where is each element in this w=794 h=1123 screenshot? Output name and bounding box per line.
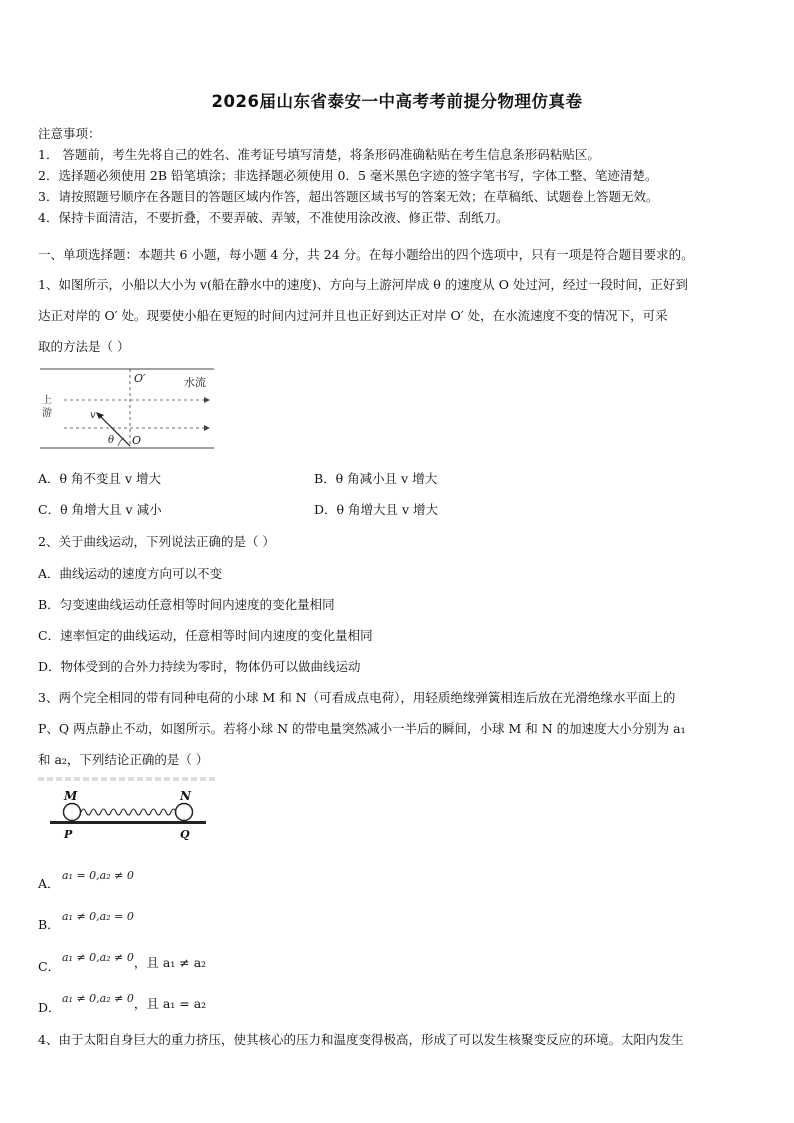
upstream-label-1: 上 (42, 395, 52, 406)
section-heading: 一、单项选择题：本题共 6 小题，每小题 4 分，共 24 分。在每小题给出的四个选项中，只有一项是符合题目要求的。 (38, 247, 694, 262)
question-3-option-d (38, 992, 207, 1016)
question-1-option-b: B．θ 角减小且 v 增大 (314, 471, 438, 486)
notice-item: 4．保持卡面清洁，不要折叠，不要弄破、弄皱，不准使用涂改液、修正带、刮纸刀。 (38, 210, 509, 225)
question-2-stem: 2、关于曲线运动，下列说法正确的是（ ） (38, 534, 275, 549)
question-1-option-a: A．θ 角不变且 v 增大 (38, 471, 162, 486)
question-2-option-a: A．曲线运动的速度方向可以不变 (38, 566, 223, 581)
q-label: Q (180, 828, 190, 840)
question-3-stem: 和 a₂，下列结论正确的是（ ） (38, 752, 209, 767)
o-label: O (132, 434, 142, 447)
option-label: C． (38, 959, 61, 974)
option-label: D． (38, 1000, 61, 1015)
page-title: 2026届山东省泰安一中高考考前提分物理仿真卷 (211, 92, 583, 111)
question-2-option-d: D．物体受到的合外力持续为零时，物体仍可以做曲线运动 (38, 659, 361, 674)
question-2-option-c: C．速率恒定的曲线运动，任意相等时间内速度的变化量相同 (38, 628, 373, 643)
notice-item: 2．选择题必须使用 2B 铅笔填涂；非选择题必须使用 0．5 毫米黑色字迹的签字笔书写，字体工整、笔迹清楚。 (38, 168, 658, 183)
upstream-label-2: 游 (42, 408, 52, 419)
notice-item: 1． 答题前，考生先将自己的姓名、准考证号填写清楚，将条形码准确粘贴在考生信息条形码粘贴区。 (38, 147, 600, 162)
question-1-stem: 1、如图所示，小船以大小为 v(船在静水中的速度)、方向与上游河岸成 θ 的速度从 O 处过河，经过一段时间，正好到 (38, 277, 688, 292)
o-prime-label: O′ (134, 372, 146, 385)
v-label: v (90, 410, 96, 421)
notice-heading: 注意事项： (38, 126, 101, 141)
charged-spheres-figure (46, 788, 210, 840)
theta-label: θ (108, 435, 115, 446)
question-3-option-b (38, 910, 134, 933)
option-formula: a₁ ≠ 0,a₂ ≠ 0 (62, 951, 134, 964)
n-label: N (180, 789, 191, 803)
option-tail: ，且 a₁ = a₂ (133, 996, 207, 1011)
option-tail: ，且 a₁ ≠ a₂ (133, 955, 207, 970)
question-3-stem: P、Q 两点静止不动，如图所示。若将小球 N 的带电量突然减小一半后的瞬间，小球 M 和 N 的加速度大小分别为 a₁ (38, 721, 686, 736)
faint-text-artifact (38, 777, 218, 781)
option-label: B． (38, 917, 60, 932)
question-3-stem: 3、两个完全相同的带有同种电荷的小球 M 和 N（可看成点电荷），用轻质绝缘弹簧相连后放在光滑绝缘水平面上的 (38, 690, 676, 705)
question-3-option-c (38, 951, 207, 975)
question-1-stem: 取的方法是（ ） (38, 339, 130, 354)
question-1-option-c: C．θ 角增大且 v 减小 (38, 502, 162, 517)
option-formula: a₁ ≠ 0,a₂ = 0 (62, 910, 134, 923)
question-2-option-b: B．匀变速曲线运动任意相等时间内速度的变化量相同 (38, 597, 335, 612)
question-3-option-a (38, 869, 134, 892)
question-4-stem: 4、由于太阳自身巨大的重力挤压，使其核心的压力和温度变得极高，形成了可以发生核聚变反应的环境。太阳内发生 (38, 1032, 684, 1047)
river-crossing-figure (38, 366, 218, 452)
question-1-option-d: D．θ 角增大且 v 增大 (314, 502, 439, 517)
notice-item: 3．请按照题号顺序在各题目的答题区域内作答，超出答题区域书写的答案无效；在草稿纸、试题卷上答题无效。 (38, 189, 659, 204)
option-formula: a₁ = 0,a₂ ≠ 0 (62, 869, 134, 882)
option-formula: a₁ ≠ 0,a₂ ≠ 0 (62, 992, 134, 1005)
option-label: A． (38, 876, 60, 891)
question-1-stem: 达正对岸的 O′ 处。现要使小船在更短的时间内过河并且也正好到达正对岸 O′ 处，在水流速度不变的情况下，可采 (38, 308, 668, 323)
water-flow-label: 水流 (184, 376, 206, 389)
m-label: M (64, 789, 78, 803)
p-label: P (64, 828, 73, 840)
